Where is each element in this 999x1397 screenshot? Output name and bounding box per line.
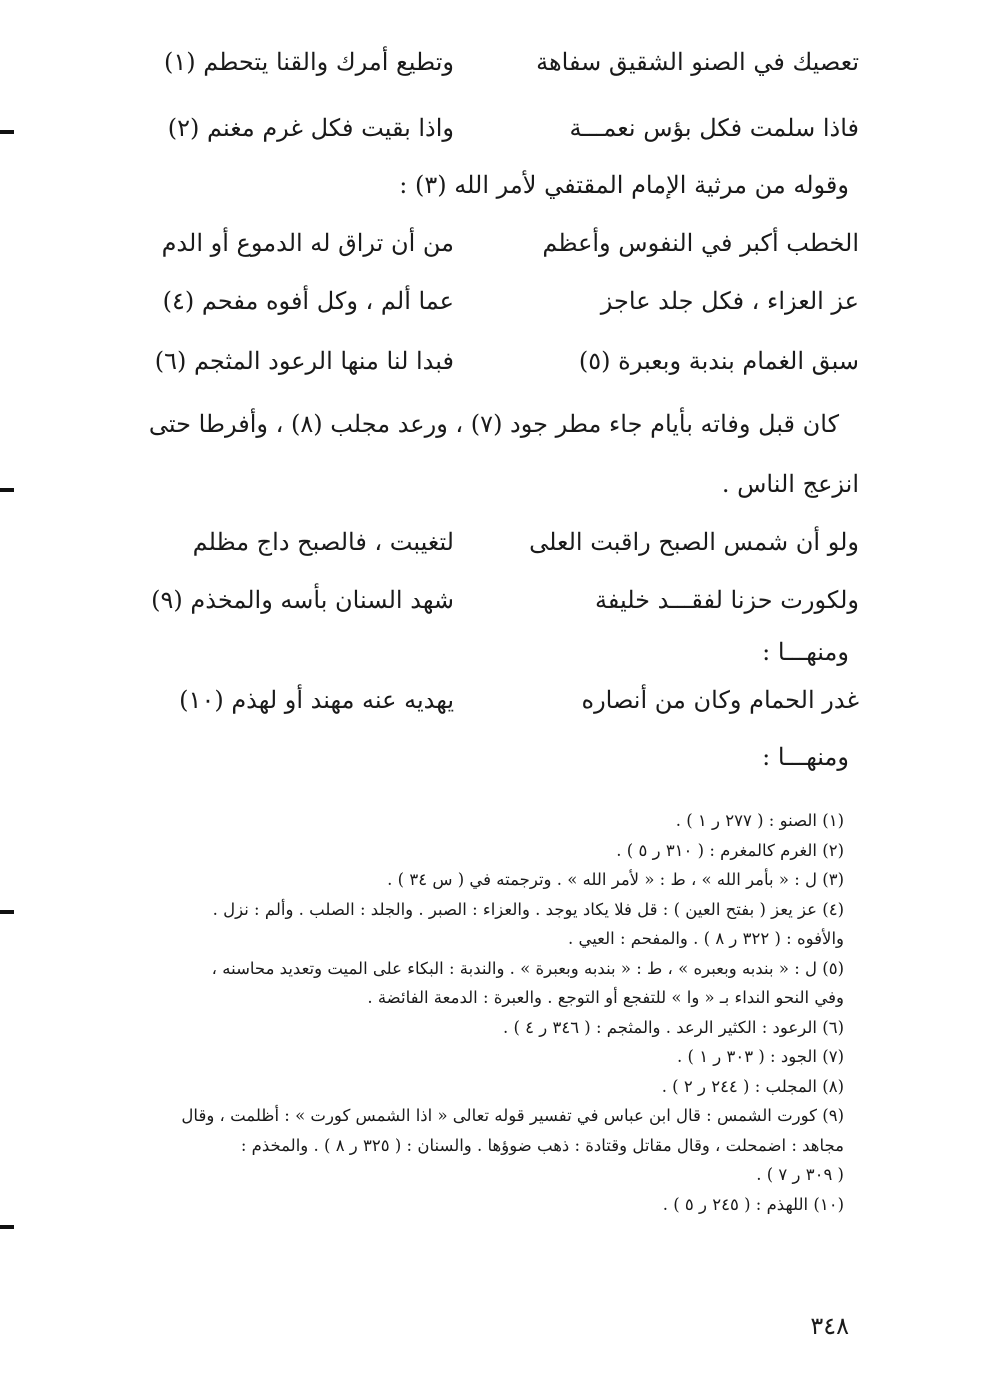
footnotes [105, 806, 844, 1219]
verse-first-hemistich: عز العزاء ، فكل جلد عاجز [600, 287, 859, 315]
footnote-line: (٣) ل : « بأمر الله » ، ط : « لأمر الله » . وترجمته في ( س ٣٤ ) . [387, 870, 844, 889]
verse-second-hemistich: من أن تراق له الدموع أو الدم [161, 229, 454, 257]
footnote-line: وفي النحو النداء بـ « وا » للتفجع أو التوجع . والعبرة : الدمعة الفائضة . [367, 988, 844, 1007]
prose-line: انزعج الناس . [721, 470, 859, 498]
margin-mark [0, 910, 14, 914]
verse-first-hemistich: تعصيك في الصنو الشقيق سفاهة [536, 48, 859, 76]
footnote-line: (٤) عز يعز ( بفتح العين ) : قل فلا يكاد يوجد . والعزاء : الصبر . والجلد : الصلب . وألم : نزل . [212, 899, 844, 919]
intro-line: وقوله من مرثية الإمام المقتفي لأمر الله (٣) : [399, 171, 849, 199]
verse-first-hemistich: غدر الحمام وكان من أنصاره [581, 686, 859, 714]
page-number: ٣٤٨ [810, 1312, 849, 1340]
verse-line [105, 339, 859, 383]
footnote-line: (٧) الجود : ( ٣٠٣ ر ١ ) . [677, 1047, 844, 1066]
verse-line [105, 106, 859, 150]
footnote-line: ( ٣٠٩ ر ٧ ) . [756, 1165, 844, 1184]
minha-label: ومنهـــا : [762, 638, 849, 666]
margin-mark [0, 1225, 14, 1229]
verse-line [105, 221, 859, 265]
verse-first-hemistich: فاذا سلمت فكل بؤس نعمـــة [569, 114, 859, 142]
verse-first-hemistich: ولو أن شمس الصبح راقبت العلى [529, 528, 859, 556]
verse-first-hemistich: ولكورت حزنا لفقـــد خليفة [594, 586, 859, 614]
verse-second-hemistich: وتطيع أمرك والقنا يتحطم (١) [163, 48, 454, 76]
verse-first-hemistich: سبق الغمام بندبة وبعبرة (٥) [578, 347, 859, 375]
verse-second-hemistich: عما ألم ، وكل أفوه مفحم (٤) [162, 287, 454, 315]
footnote-line: (٥) ل : « بندبه وبعبره » ، ط : « بندبه وبعبرة » . والندبة : البكاء على الميت وتعديد محاسنه ، [211, 958, 844, 978]
verse-second-hemistich: لتغيبت ، فالصبح داج مظلم [192, 528, 454, 556]
verse-line [105, 279, 859, 323]
footnote-line: (١٠) اللهذم : ( ٢٤٥ ر ٥ ) . [662, 1194, 844, 1214]
margin-mark [0, 130, 14, 134]
verse-line [105, 520, 859, 564]
margin-mark [0, 488, 14, 492]
verse-first-hemistich: الخطب أكبر في النفوس وأعظم [542, 229, 859, 257]
verse-second-hemistich: واذا بقيت فكل غرم مغنم (٢) [167, 114, 454, 142]
verse-second-hemistich: شهد السنان بأسه والمخذم (٩) [151, 586, 454, 614]
footnote-line: والأفوه : ( ٣٢٢ ر ٨ ) . والمفحم : العيي . [567, 929, 844, 948]
footnote-line: (٢) الغرم كالمغرم : ( ٣١٠ ر ٥ ) . [616, 840, 844, 860]
prose-line: كان قبل وفاته بأيام جاء مطر جود (٧) ، ورعد مجلب (٨) ، وأفرطا حتى [148, 410, 839, 438]
verse-second-hemistich: فبدا لنا منها الرعود المثجم (٦) [154, 347, 454, 375]
footnote-line: (١) الصنو : ( ٢٧٧ ر ١ ) . [675, 811, 844, 830]
footnote-line: مجاهد : اضمحلت ، وقال مقاتل وقتادة : ذهب ضوؤها . والسنان : ( ٣٢٥ ر ٨ ) . والمخذم : [240, 1135, 844, 1155]
verse-line [105, 678, 859, 722]
footnote-line: (٩) كورت الشمس : قال ابن عباس في تفسير قوله تعالى « اذا الشمس كورت » : أظلمت ، وقال [181, 1106, 844, 1125]
verse-line [105, 578, 859, 622]
footnote-line: (٦) الرعود : الكثير الرعد . والمثجم : ( ٣٤٦ ر ٤ ) . [502, 1017, 844, 1037]
verse-second-hemistich: يهديه عنه مهند أو لهذم (١٠) [179, 686, 454, 714]
verse-line [105, 40, 859, 84]
minha-label: ومنهـــا : [762, 743, 849, 771]
footnote-line: (٨) المجلب : ( ٢٤٤ ر ٢ ) . [661, 1076, 844, 1096]
